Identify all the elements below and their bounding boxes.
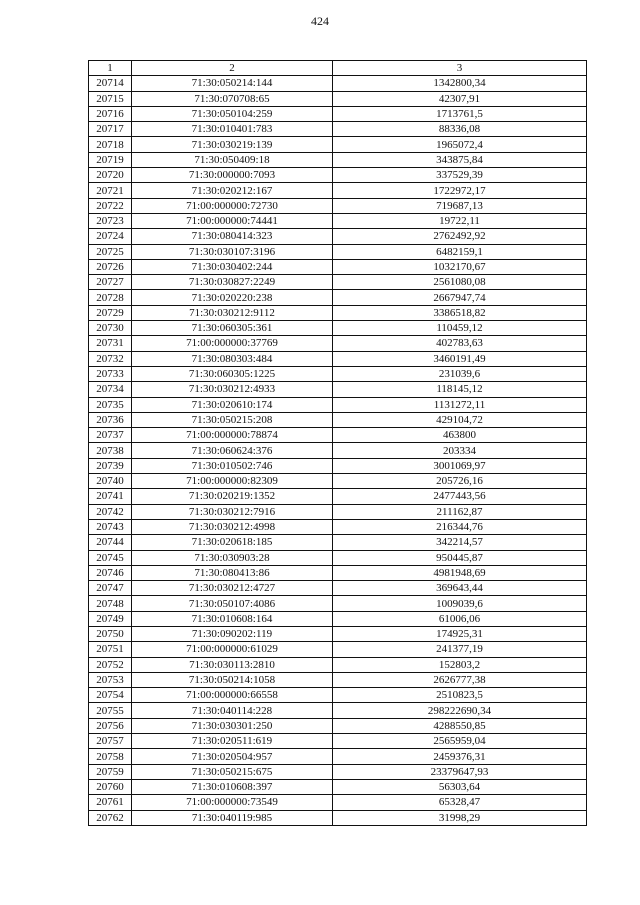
cadastral-number-cell: 71:30:020219:1352	[132, 489, 333, 504]
row-number-cell: 20757	[89, 734, 132, 749]
row-number-cell: 20735	[89, 397, 132, 412]
value-cell: 463800	[333, 428, 587, 443]
cadastral-number-cell: 71:30:020220:238	[132, 290, 333, 305]
row-number-cell: 20746	[89, 565, 132, 580]
cadastral-number-cell: 71:30:010401:783	[132, 122, 333, 137]
row-number-cell: 20747	[89, 581, 132, 596]
row-number-cell: 20714	[89, 76, 132, 91]
value-cell: 118145,12	[333, 382, 587, 397]
row-number-cell: 20733	[89, 366, 132, 381]
table-row	[89, 382, 587, 397]
row-number-cell: 20721	[89, 183, 132, 198]
cadastral-number-cell: 71:30:050214:1058	[132, 672, 333, 687]
row-number-cell: 20715	[89, 91, 132, 106]
cadastral-number-cell: 71:30:050215:675	[132, 764, 333, 779]
table-row	[89, 259, 587, 274]
cadastral-number-cell: 71:30:030301:250	[132, 718, 333, 733]
value-cell: 174925,31	[333, 626, 587, 641]
value-cell: 65328,47	[333, 795, 587, 810]
value-cell: 2626777,38	[333, 672, 587, 687]
row-number-cell: 20732	[89, 351, 132, 366]
table-row	[89, 443, 587, 458]
cadastral-number-cell: 71:30:020504:957	[132, 749, 333, 764]
table-header-row	[89, 61, 587, 76]
table-row	[89, 122, 587, 137]
cadastral-number-cell: 71:30:010502:746	[132, 458, 333, 473]
value-cell: 203334	[333, 443, 587, 458]
value-cell: 241377,19	[333, 642, 587, 657]
row-number-cell: 20759	[89, 764, 132, 779]
row-number-cell: 20754	[89, 688, 132, 703]
table-row	[89, 550, 587, 565]
cadastral-number-cell: 71:30:030827:2249	[132, 275, 333, 290]
table-row	[89, 137, 587, 152]
table-row	[89, 657, 587, 672]
column-header-1: 1	[89, 61, 132, 76]
value-cell: 2510823,5	[333, 688, 587, 703]
value-cell: 3001069,97	[333, 458, 587, 473]
value-cell: 61006,06	[333, 611, 587, 626]
value-cell: 1713761,5	[333, 106, 587, 121]
cadastral-number-cell: 71:30:040114:228	[132, 703, 333, 718]
value-cell: 211162,87	[333, 504, 587, 519]
cadastral-number-cell: 71:00:000000:72730	[132, 198, 333, 213]
row-number-cell: 20722	[89, 198, 132, 213]
cadastral-number-cell: 71:00:000000:74441	[132, 213, 333, 228]
table-row	[89, 305, 587, 320]
table-row	[89, 91, 587, 106]
value-cell: 2477443,56	[333, 489, 587, 504]
table-row	[89, 290, 587, 305]
cadastral-number-cell: 71:30:030212:7916	[132, 504, 333, 519]
cadastral-number-cell: 71:30:030212:9112	[132, 305, 333, 320]
row-number-cell: 20761	[89, 795, 132, 810]
value-cell: 19722,11	[333, 213, 587, 228]
value-cell: 343875,84	[333, 152, 587, 167]
value-cell: 42307,91	[333, 91, 587, 106]
table-row	[89, 152, 587, 167]
row-number-cell: 20744	[89, 535, 132, 550]
table-row	[89, 581, 587, 596]
value-cell: 6482159,1	[333, 244, 587, 259]
cadastral-number-cell: 71:30:030212:4727	[132, 581, 333, 596]
row-number-cell: 20716	[89, 106, 132, 121]
value-cell: 1965072,4	[333, 137, 587, 152]
row-number-cell: 20740	[89, 474, 132, 489]
table-row	[89, 764, 587, 779]
value-cell: 337529,39	[333, 168, 587, 183]
value-cell: 369643,44	[333, 581, 587, 596]
row-number-cell: 20724	[89, 229, 132, 244]
table-row	[89, 672, 587, 687]
value-cell: 231039,6	[333, 366, 587, 381]
value-cell: 429104,72	[333, 412, 587, 427]
column-header-2: 2	[132, 61, 333, 76]
row-number-cell: 20760	[89, 779, 132, 794]
row-number-cell: 20726	[89, 259, 132, 274]
column-header-3: 3	[333, 61, 587, 76]
row-number-cell: 20749	[89, 611, 132, 626]
cadastral-number-cell: 71:30:070708:65	[132, 91, 333, 106]
value-cell: 31998,29	[333, 810, 587, 825]
cadastral-number-cell: 71:30:020511:619	[132, 734, 333, 749]
value-cell: 216344,76	[333, 519, 587, 534]
value-cell: 88336,08	[333, 122, 587, 137]
cadastral-number-cell: 71:30:020618:185	[132, 535, 333, 550]
table-row	[89, 779, 587, 794]
cadastral-number-cell: 71:30:010608:397	[132, 779, 333, 794]
cadastral-number-cell: 71:30:060305:361	[132, 321, 333, 336]
cadastral-number-cell: 71:30:060305:1225	[132, 366, 333, 381]
value-cell: 1131272,11	[333, 397, 587, 412]
value-cell: 3386518,82	[333, 305, 587, 320]
row-number-cell: 20756	[89, 718, 132, 733]
value-cell: 23379647,93	[333, 764, 587, 779]
cadastral-number-cell: 71:30:090202:119	[132, 626, 333, 641]
table-row	[89, 397, 587, 412]
table-row	[89, 412, 587, 427]
cadastral-number-cell: 71:30:020610:174	[132, 397, 333, 412]
table-row	[89, 474, 587, 489]
cadastral-number-cell: 71:30:030113:2810	[132, 657, 333, 672]
value-cell: 402783,63	[333, 336, 587, 351]
value-cell: 205726,16	[333, 474, 587, 489]
cadastral-number-cell: 71:30:030212:4998	[132, 519, 333, 534]
table-row	[89, 795, 587, 810]
row-number-cell: 20736	[89, 412, 132, 427]
table-row	[89, 718, 587, 733]
row-number-cell: 20718	[89, 137, 132, 152]
value-cell: 2561080,08	[333, 275, 587, 290]
row-number-cell: 20743	[89, 519, 132, 534]
table-row	[89, 183, 587, 198]
cadastral-number-cell: 71:30:030903:28	[132, 550, 333, 565]
row-number-cell: 20730	[89, 321, 132, 336]
cadastral-number-cell: 71:30:050409:18	[132, 152, 333, 167]
table-row	[89, 688, 587, 703]
row-number-cell: 20738	[89, 443, 132, 458]
value-cell: 298222690,34	[333, 703, 587, 718]
value-cell: 950445,87	[333, 550, 587, 565]
value-cell: 2459376,31	[333, 749, 587, 764]
table-row	[89, 489, 587, 504]
table-row	[89, 106, 587, 121]
table-row	[89, 535, 587, 550]
cadastral-number-cell: 71:30:050215:208	[132, 412, 333, 427]
cadastral-number-cell: 71:30:030107:3196	[132, 244, 333, 259]
row-number-cell: 20745	[89, 550, 132, 565]
cadastral-number-cell: 71:30:020212:167	[132, 183, 333, 198]
table-row	[89, 213, 587, 228]
cadastral-number-cell: 71:30:050104:259	[132, 106, 333, 121]
table-row	[89, 275, 587, 290]
cadastral-number-cell: 71:00:000000:73549	[132, 795, 333, 810]
value-cell: 56303,64	[333, 779, 587, 794]
row-number-cell: 20739	[89, 458, 132, 473]
cadastral-number-cell: 71:00:000000:66558	[132, 688, 333, 703]
table-row	[89, 198, 587, 213]
row-number-cell: 20750	[89, 626, 132, 641]
row-number-cell: 20762	[89, 810, 132, 825]
row-number-cell: 20723	[89, 213, 132, 228]
table-row	[89, 626, 587, 641]
row-number-cell: 20728	[89, 290, 132, 305]
value-cell: 2667947,74	[333, 290, 587, 305]
cadastral-number-cell: 71:30:080414:323	[132, 229, 333, 244]
value-cell: 1342800,34	[333, 76, 587, 91]
table-row	[89, 336, 587, 351]
cadastral-number-cell: 71:30:080303:484	[132, 351, 333, 366]
row-number-cell: 20741	[89, 489, 132, 504]
value-cell: 2762492,92	[333, 229, 587, 244]
cadastral-number-cell: 71:30:040119:985	[132, 810, 333, 825]
table-row	[89, 321, 587, 336]
row-number-cell: 20737	[89, 428, 132, 443]
value-cell: 1009039,6	[333, 596, 587, 611]
row-number-cell: 20734	[89, 382, 132, 397]
cadastral-number-cell: 71:00:000000:37769	[132, 336, 333, 351]
cadastral-number-cell: 71:00:000000:61029	[132, 642, 333, 657]
cadastral-number-cell: 71:30:030402:244	[132, 259, 333, 274]
table-row	[89, 229, 587, 244]
table-row	[89, 168, 587, 183]
row-number-cell: 20717	[89, 122, 132, 137]
row-number-cell: 20729	[89, 305, 132, 320]
value-cell: 2565959,04	[333, 734, 587, 749]
table-row	[89, 458, 587, 473]
cadastral-number-cell: 71:30:050214:144	[132, 76, 333, 91]
table-row	[89, 244, 587, 259]
value-cell: 152803,2	[333, 657, 587, 672]
value-cell: 1722972,17	[333, 183, 587, 198]
row-number-cell: 20725	[89, 244, 132, 259]
table-row	[89, 565, 587, 580]
cadastral-number-cell: 71:30:080413:86	[132, 565, 333, 580]
table-row	[89, 734, 587, 749]
cadastral-number-cell: 71:30:030212:4933	[132, 382, 333, 397]
row-number-cell: 20727	[89, 275, 132, 290]
table-row	[89, 351, 587, 366]
table-row	[89, 611, 587, 626]
table-row	[89, 366, 587, 381]
table-row	[89, 810, 587, 825]
row-number-cell: 20731	[89, 336, 132, 351]
value-cell: 110459,12	[333, 321, 587, 336]
cadastral-number-cell: 71:30:030219:139	[132, 137, 333, 152]
value-cell: 4288550,85	[333, 718, 587, 733]
data-table	[88, 60, 587, 826]
cadastral-number-cell: 71:30:010608:164	[132, 611, 333, 626]
row-number-cell: 20755	[89, 703, 132, 718]
table-row	[89, 703, 587, 718]
value-cell: 4981948,69	[333, 565, 587, 580]
row-number-cell: 20753	[89, 672, 132, 687]
row-number-cell: 20720	[89, 168, 132, 183]
row-number-cell: 20742	[89, 504, 132, 519]
table-row	[89, 504, 587, 519]
value-cell: 342214,57	[333, 535, 587, 550]
cadastral-number-cell: 71:30:000000:7093	[132, 168, 333, 183]
cadastral-number-cell: 71:00:000000:78874	[132, 428, 333, 443]
cadastral-number-cell: 71:30:060624:376	[132, 443, 333, 458]
value-cell: 1032170,67	[333, 259, 587, 274]
table-row	[89, 519, 587, 534]
table-row	[89, 76, 587, 91]
row-number-cell: 20758	[89, 749, 132, 764]
row-number-cell: 20719	[89, 152, 132, 167]
page-number: 424	[311, 14, 329, 28]
row-number-cell: 20751	[89, 642, 132, 657]
cadastral-number-cell: 71:00:000000:82309	[132, 474, 333, 489]
table-row	[89, 642, 587, 657]
value-cell: 719687,13	[333, 198, 587, 213]
table-row	[89, 428, 587, 443]
table-row	[89, 749, 587, 764]
table-row	[89, 596, 587, 611]
value-cell: 3460191,49	[333, 351, 587, 366]
row-number-cell: 20752	[89, 657, 132, 672]
row-number-cell: 20748	[89, 596, 132, 611]
table-body	[89, 76, 587, 826]
cadastral-number-cell: 71:30:050107:4086	[132, 596, 333, 611]
